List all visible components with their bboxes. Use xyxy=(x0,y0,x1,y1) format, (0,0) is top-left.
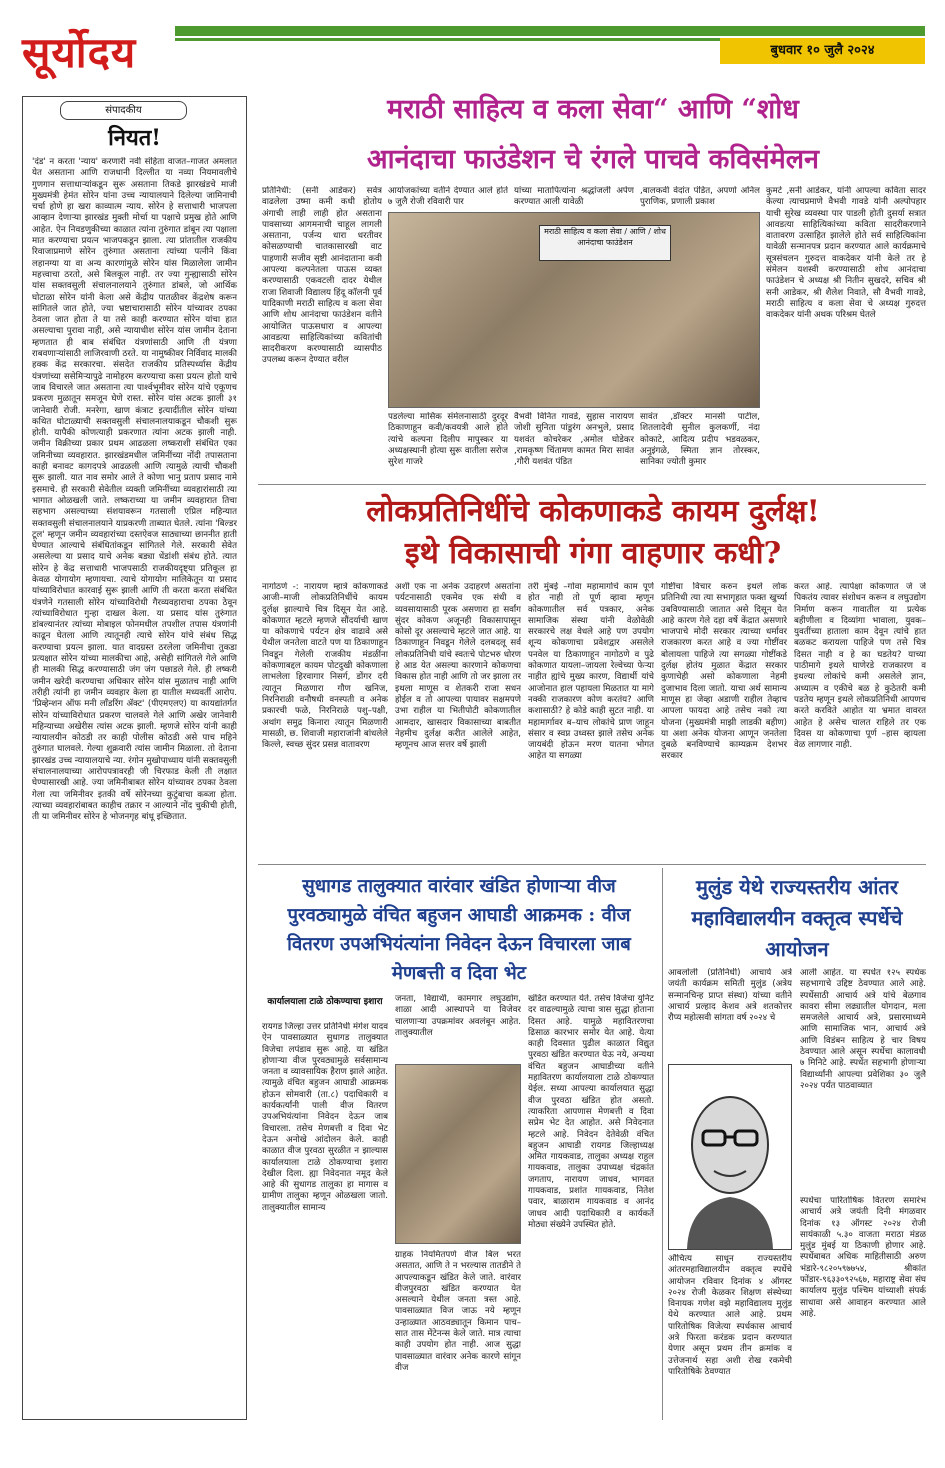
masthead-band xyxy=(175,26,925,36)
story1-col2: आयोजकांच्या वतीने देण्यात आले होते ७ जुलै रोजी रविवारी पार xyxy=(388,186,508,208)
story3-col3: खंडित करण्यात येते. तसेच विजेचा युनिट दर वाढल्यामुळे त्याचा त्रास सुद्धा होताना दिसत आहे. यामुळे महावितरणचा ढिसाळ कारभार समोर येत आहे. येत्या काही दिवसात पुढील काळात विद्युत पुरवठा खंडित करण्यात येऊ नये, अन्यथा वंचित बहुजन आघाडीच्या वतीने महावितरण कार्यालयाला टाळे ठोकण्यात येईल. सध्या आपल्या कार्यालयात सुद्धा वीज पुरवठा खंडित होत असतो. त्याकरिता आपणास मेणबत्ती व दिवा सप्रेम भेट देत आहोत. असे निवेदनात म्हटले आहे. निवेदन देतेवेळी वंचित बहुजन आघाडी रायगड जिल्हाध्यक्ष अमित गायकवाड, तालुका अध्यक्ष राहुल गायकवाड, तालुका उपाध्यक्ष चंद्रकांत जगताप, नारायण जाधव, भागवत गायकवाड, प्रशांत गायकवाड, नितेश पवार, बाळाराम गायकवाड व आनंद जाधव आदी पदाधिकारी व कार्यकर्ते मोठ्या संख्येने उपस्थित होते. xyxy=(528,994,654,1230)
story1-col3: यांच्या मातापित्यांना श्रद्धांजली अर्पण करण्यात आली यावेळी xyxy=(514,186,634,208)
story2-col3: तरी मुंबई –गोवा महामार्गाचे काम पूर्ण होत नाही तो पूर्ण व्हावा म्हणून कोकणातील सर्व पत्रकार, अनेक सामाजिक संस्था यांनी वेळोवेळी सरकारचे लक्ष वेधले आहे पण उपयोग शून्य कोकणाचा प्रवेशद्वार असलेले पनवेल या ठिकाणाहून नागोठणे व पुढे कोकणात यायला–जायला रेल्वेच्या फेऱ्या नाहीत ह्यांचे मुख्य कारण, विद्यार्थी यांचे आजोनात हाल पहायला मिळतात या मागे नक्की राजकारण कोण करतंय? आणि कशासाठी? हे कोडे काही सुटत नाही. या महामार्गावर ब–याच लोकांचे प्राण जाहून संसार व स्वप्न उध्वस्त झाले तसेच अनेक जायबंदी होऊन मरण यातना भोगत आहेत या सगळ्या xyxy=(528,582,654,762)
issue-date: बुधवार १० जुलै २०२४ xyxy=(720,38,925,64)
story2-headline-line2: इथे विकासाची गंगा वाहणार कधी? xyxy=(404,536,782,571)
story1-headline-line2: आनंदाचा फाउंडेशन चे रंगले पाचवे कविसंमेलन xyxy=(366,144,820,175)
story3-headline: सुधागड तालुक्यात वारंवार खंडित होणाऱ्या वीज पुरवठ्यामुळे वंचित बहुजन आघाडी आक्रमक : वीज वितरण उपअभियंत्यांना निवेदन देऊन विचारला जाब मेणबत्ती व दिवा भेट xyxy=(287,876,631,984)
divider xyxy=(258,864,926,865)
story3-col1: रायगड जिल्हा उत्तर प्रतिनिधी मंगेश यादव ऐन पावसाळ्यात सुधागड तालुक्यात विजेचा लपंडाव सुरू आहे. या खंडित होणाऱ्या वीज पुरवठ्यामुळे सर्वसामान्य जनता व व्यावसायिक हैराण झाले आहेत. त्यामुळे वंचित बहुजन आघाडी आक्रमक होऊन सोमवारी (ता.८) पदाधिकारी व कार्यकर्त्यांनी पाली वीज वितरण उपअभियंत्यांना निवेदन देऊन जाब विचारला. तसेच मेणबत्ती व दिवा भेट देऊन अनोखे आंदोलन केले. काही काळात वीज पुरवठा सुरळीत न झाल्यास कार्यालयाला टाळे ठोकण्याचा इशारा देखील दिला. ह्या निवेदनात नमूद केले आहे की सुधागड तालुका हा मागास व ग्रामीण तालुका म्हणून ओळखला जातो. तालुक्यातील सामान्य xyxy=(262,1022,388,1213)
story4-col2: आली आहेत. या स्पर्धेत १२५ स्पर्धक सहभागाचे उद्दिष्ट ठेवण्यात आले आहे. स्पर्धेसाठी आचार्य अत्रे यांचे बेळगाव कावरा सीमा लढ्यातील योगदान, मला समजलेले आचार्य अत्रे, प्रसारमाध्यमे आणि सामाजिक भान, आचार्य अत्रे आणि विडंबन साहित्य हे चार विषय ठेवण्यात आले असून स्पर्धेचा कालावधी ७ मिनिटे आहे. स्पर्धेत सहभागी होणाऱ्या विद्यार्थ्यांनी आपल्या प्रवेशिका ३० जुलै २०२४ पर्यंत पाठवाव्यात xyxy=(800,968,926,1091)
memorandum-handover-photo xyxy=(395,1064,521,1244)
editorial-title: नियत! xyxy=(108,125,161,151)
newspaper-logo: सूर्योदय xyxy=(22,28,137,77)
story1-col2b: पडलेल्या मासिक संमेलनासाठी दुरदूर ठिकाणाहून कवी/कवयत्री आले होते त्यांचे कल्पना दिलीप मापुस्कर या अध्यक्षस्थानी होत्या सुरू वातीला सरोज सुरेश गाजरे xyxy=(388,412,508,468)
editorial-body: 'दंड' न करता 'न्याय' करणारी नवी संहिता वाजत–गाजत अमलात येत असताना आणि राजधानी दिल्लीत या नव्या नियमावलीचे गुणगान सत्ताधाऱ्यांकडून सुरू असताना तिकडे झारखंडचे माजी मुख्यमंत्री हेमंत सोरेन यांना उच्च न्यायालयाने दिलेल्या जामिनाची चर्चा होणे हा खरा काव्यात्म न्याय. सोरेन हे सत्ताधारी भाजपला आव्हान देणाऱ्या झारखंड मुक्ती मोर्चा या पक्षाचे प्रमुख होते आणि आहेत. ऐन निवडणुकीच्या काळात त्यांना तुरुंगात डांबून त्या पक्षाला मात करण्याचा प्रयत्न भाजपकडून झाला. त्या प्रांतातील राजकीय रिवाजाप्रमाणे सोरेन तुरुंगात असताना त्यांच्या पत्नीने किंवा लहानग्या या वा अन्य कारणांमुळे सोरेन यांस मिळालेला जामीन महत्त्वाचा ठरतो, असे बिलकूल नाही. तर ज्या गुन्ह्यासाठी सोरेन यांस सक्तवसुली संचालनालयाने तुरुंगात डांबले, जो आर्थिक घोटाळा सोरेन यांनी केला असे केंद्रीय पातळीवर केंद्रशेष करून सांगितले जात होते, ज्या भ्रष्टाचारासाठी सोरेन यांच्यावर ठपका ठेवला जात होता ते या तसे काही करण्यात सोरेन यांचा हात असल्याचा पुरावा नाही, असे न्यायाधीश सोरेन यांस जामीन देताना म्हणतात ही बाब संबंधित यंत्रणांसाठी आणि ती यंत्रणा राबवणाऱ्यांसाठी लाजिरवाणी ठरते. या नामुष्कीवर निर्विवाद मालकी हक्क केंद्र सरकारचा. संसदेत राजकीय प्रतिस्पर्ध्यास केंद्रीय यंत्रणांच्या ससेमिऱ्यापुढे नामोहरम करण्याचा कसा प्रयत्न होतो याचे जाब विचारले जात असताना त्या पार्श्वभूमीवर सोरेन यांचे एकूणच प्रकरण मुळातून समजून घेणे रास्त. सोरेन यांस अटक झाली ३१ जानेवारी रोजी. मनरेगा, खाण कंत्राट इत्यादींतील सोरेन यांच्या कथित घोटाळ्याची सक्तवसुली संचालनालयाकडून चौकशी सुरू होती. यापैकी कोणत्याही प्रकरणात त्यांना अटक झाली नाही. जमीन विक्रीच्या प्रकार प्रथम आढळला लष्कराशी संबंधित एका जमिनीच्या व्यवहारात. झारखंडमधील जमिनींच्या नोंदी तपासताना काही बनावट कागदपत्रे आढळली आणि त्यामुळे त्याची चौकशी सुरू झाली. यात नाव समोर आले ते कोणा भानु प्रताप प्रसाद नामे इसमाचे. ही सरकारी सेवेतील व्यक्ती जमिनींच्या व्यवहारांसाठी त्या भागात ओळखली जाते. लष्कराच्या या जमीन व्यवहारात तिचा सहभाग असल्याच्या संशयावरून गतसाली एप्रिल महिन्यात सक्तवसुली संचालनालयाने याप्रकरणी ताब्यात घेतले. त्यांना 'बिल्डर टूल' म्हणून जमीन व्यवहारांच्या दस्तऐवज साठ्याच्या छाननीत हाती घेण्यात आल्याचे संबंधितांकडून सांगितले गेले. सरकारी सेवेत असलेल्या या प्रसाद याचे अनेक बड्या धेंडांशी संबंध होते. त्यात सोरेन हे केंद्र सत्ताधारी भाजपसाठी राजकीयदृष्ट्या प्रतिकूल हा केवळ योगायोग म्हणायचा. त्याचे योगायोग मालिकेतून या प्रसाद यांच्याविरोधात कारवाई सुरू झाली आणि ती करता करता संबंधित यंत्रणेने गतसाली सोरेन यांच्याविरोधी गैरव्यवहाराचा ठपका ठेवून त्यांच्याविरोधात गुन्हा दाखल केला. या प्रसाद यांस तुरुंगात डांबल्यानंतर त्यांच्या मोबाइल फोनमधील तपशील तपास यंत्रणांनी काढून घेतला आणि त्यातूनही त्याचे सोरेन यांचे संबंध सिद्ध करण्याचा प्रयत्न झाला. यात वादग्रस्त ठरलेला जमिनीचा तुकडा प्रत्यक्षात सोरेन यांच्या मालकीचा आहे, असेही सांगितले गेले आणि ही मालकी सिद्ध करण्यासाठी जंग जंग पछाडले गेले. ही लष्करी जमीन खरेदी करण्याचा अधिकार सोरेन यांस मुळातच नाही आणि तरीही त्यांनी हा जमीन व्यवहार केला हा यातील मध्यवर्ती आरोप. 'प्रिव्हेन्शन ऑफ मनी लाँडरिंग ॲक्ट' (पीएमएलए) या कायद्यांतर्गत सोरेन यांच्याविरोधात प्रकरण चालवले गेले आणि अखेर जानेवारी महिन्याच्या अखेरीस त्यांस अटक झाली. म्हणजे सोरेन यांनी काही न्यायालयीन कोठडी तर काही पोलीस कोठडी असे पाच महिने तुरुंगात घालवले. गेल्या शुक्रवारी त्यांस जामीन मिळाला. तो देताना झारखंड उच्च न्यायालयाचे न्या. रंगोन मुखोपाध्याय यांनी सक्तवसुली संचालनालयाच्या आरोपपत्रावरही जी चिरफाड केली ती लक्षात घेण्यासारखी आहे. ज्या जमिनीबाबत सोरेन यांच्यावर ठपका ठेवला गेला त्या जमिनीवर इतकी वर्षे सोरेनच्या कुटुंबाचा कब्जा होता. त्याच्या व्यवहारांबाबत काहीच तक्रार न आल्याने नोंद चुकीची होती, ती या जमिनीवर सोरेन हे भोजनगृह बांधू इच्छितात. xyxy=(32,157,237,823)
editorial-tag: संपादकीय xyxy=(60,101,187,120)
story4-col2b: स्पर्धेचा पारितोषिक वितरण समारंभ आचार्य अत्रे जयंती दिनी मंगळवार दिनांक १३ ऑगस्ट २०२४ रोजी सायंकाळी ५.३० वाजता मराठा मंडळ मुलुंड मुंबई या ठिकाणी होणार आहे. स्पर्धेबाबत अधिक माहितीसाठी अरुण भंडारे-९८२०५९७७५४, श्रीकांत फोंडार-९६३३०९२५६७, महाराष्ट्र सेवा संघ कार्यालय मुलुंड पश्चिम यांच्याशी संपर्क साधावा असे आवाहन करण्यात आले आहे. xyxy=(800,1196,926,1319)
story1-col4: ,बालकवी वेदांत पंडित, अपर्णा अनिल पुराणिक, प्रणाली प्रकाश xyxy=(640,186,760,208)
story4-col1b: औचित्य साधून राज्यस्तरीय आंतरमहाविद्यालयीन वक्तृत्व स्पर्धेचे आयोजन रविवार दिनांक ४ ऑगस्ट २०२४ रोजी केळकर शिक्षण संस्थेच्या विनायक गणेश वझे महाविद्यालय मुलुंड येथे करण्यात आले आहे. प्रथम पारितोषिक विजेत्या स्पर्धकास आचार्य अत्रे फिरता करंडक प्रदान करण्यात येणार असून प्रथम तीन क्रमांक व उत्तेजनार्थ सहा अशी रोख रकमेची पारितोषिके ठेवण्यात xyxy=(668,1254,792,1377)
story3-col2b: ग्राहक नियमितपणे वीज बिल भरत असतात, आणि ते न भरल्यास तातडीने ते आपल्याकडून खंडित केले जाते. वारंवार वीजपुरवठा खंडित करण्यात येत असल्याने येथील जनता त्रस्त आहे. पावसाळ्यात विज जाऊ नये म्हणून उन्हाळ्यात आठवड्यातून किमान पाच–सात तास मेंटेनन्स केले जाते. मात्र त्याचा काही उपयोग होत नाही. आज सुद्धा पावसाळ्यात वारंवार अनेक कारणे सांगून वीज xyxy=(395,1250,521,1373)
story1-headline-line1: मराठी साहित्य व कला सेवा“ आणि “शोध xyxy=(387,94,799,125)
acharya-atre-portrait xyxy=(668,1064,792,1250)
story3-subhead: कार्यालयाला टाळे ठोकण्याचा इशारा xyxy=(267,997,383,1007)
story2-col2: अशी एक ना अनेक उदाहरणे असतांना पर्यटनासाठी एकमेव एक संधी व व्यवसायासाठी पूरक असणारा हा सर्वांग सुंदर कोकण अजूनही विकासापासून कोसो दूर असल्याचे म्हटले जात आहे. या ठिकाणाहून निवडून गेलेले दलबदलू सर्व लोकप्रतिनिधी यांचे स्वतःचे पोटभरु धोरण हे आड येत असल्या कारणाने कोकणचा विकास होत नाही आणि तो जर झाला तर इथला माणूस व शेतकरी राजा सधन होईल व तो आपल्या पायावर सक्षमपणे उभा राहील या भितीपोटी कोकणातील आमदार, खासदार विकासाच्या बाबतीत नेहमीच दुर्लक्ष करीत आलेले आहेत, म्हणूनच आज सत्तर वर्षे झाली xyxy=(395,582,521,751)
story2-col5: करत आहे. त्यापेक्षा कोकणात जे जे पिकतंय त्यावर संशोधन करून व लघुउद्योग निर्माण करून गावातील या प्रत्येक बहीणीला व दिव्यांगा भावाला, युवक–युवतींच्या हाताला काम देवून त्यांचे हात बळकट करायला पाहिजे पण तसे चित्र दिसत नाही व हे का घडतेय? याच्या पाठीमागे इथले घाणेरडे राजकारण व इथल्या लोकांचे कमी असलेले ज्ञान, अध्यात्म व एकीचे बळ हे कुठेतरी कमी पडतेय म्हणून इथले लोकप्रतिनिधी आपणच करते करविते आहोत या भ्रमात वावरत आहेत हे असेच चालत राहिले तर एक दिवस या कोकणाचा पूर्ण –हास व्हायला वेळ लागणार नाही. xyxy=(794,582,926,751)
story1-col3b: वैभवी विनित गावडे, सुहास नारायण जोशी सुनिता पांडुरंग अनभुले, प्रसाद यशवंत कोचरेकर ,अमोल घोडेकर ,रामकृष्ण चिंतामण कामत मिरा सावंत ,गौरी यशवंत पंडित xyxy=(514,412,634,468)
story2-col1: नागोठणे -: नारायण म्हात्रे कोकणाकडे आजी–माजी लोकप्रतिनिधींचे कायम दुर्लक्ष झाल्याचे चित्र दिसून येत आहे. कोकणात म्हटले म्हणजे सौंदर्याची खाण या कोकणाचे पर्यटन क्षेत्र वाढावे असे येथील जनतेला वाटते पण या ठिकाणाहून निवडून गेलेली राजकीय मंडळींना कोकणाबद्दल कायम पोटदुखी कोकणाला लाभलेला हिरवागार निसर्ग, डोंगर दरी त्यातून मिळणारा गौण खनिज, निरनिराळी वनौषधी वनस्पती व अनेक प्रकारची फळे, निरनिराळे पशु–पक्षी, अथांग समुद्र किनारा त्यातून मिळणारी मासळी, छ. शिवाजी महाराजांनी बांधलेले किल्ले, स्वच्छ सुंदर प्रसन्न वातावरण xyxy=(262,582,388,751)
story4-col1: आबलोली (प्रतिनिधी) आचार्य अत्रे जयंती कार्यक्रम समिती मुलुंड (अत्रेय सन्मानचिन्ह प्राप्त संस्था) यांच्या वतीने आचार्य प्रल्हाद केशव अत्रे शतकोत्तर रौप्य महोत्सवी सांगता वर्ष २०२४ चे xyxy=(668,968,792,1024)
story1-col4b: सावंत ,डॉक्टर मानसी पाटील, शितलादेवी सुनील कुलकर्णी, नंदा कोकाटे, आदित्य प्रदीप भडवळकर, अनुइंगळे, स्मिता ज्ञान तोरस्कर, सानिका ज्योती कुमार xyxy=(640,412,760,468)
portrait-illustration xyxy=(669,1065,791,1249)
photo-banner: मराठी साहित्य व कला सेवा / आणि / शोध आनंदाचा फाउंडेशन xyxy=(539,225,671,261)
story3-col2: जनता, विद्यार्थी, कामगार लघुउद्योग, शाळा आदी आस्थापने या विजेवर चालणाऱ्या उपक्रमांवर अवलंबून आहेत. तालुक्यातील xyxy=(395,994,521,1038)
column-divider xyxy=(662,868,663,1420)
poetry-meet-group-photo xyxy=(388,212,760,408)
divider xyxy=(258,484,926,485)
story4-headline: मुलुंड येथे राज्यस्तरीय आंतर महाविद्यालयीन वक्तृत्व स्पर्धेचे आयोजन xyxy=(691,875,903,961)
story2-col4: गोष्टींचा विचार करुन इथले लोक प्रतिनिधी त्या त्या सभागृहात फक्त खुर्च्या उबविण्यासाठी जातात असे दिसून येत आहे कारण गेले दहा वर्षे केंद्रात असणारे भाजपाचे मोदी सरकार त्याच्या धर्मावर राजकारण करत आहे व ज्या गोष्टींवर बोलायला पाहिजे त्या सगळ्या गोष्टींकडे दुर्लक्ष होतंय मुळात केंद्रात सरकार कुणाचेही असो कोकणाला नेहमी दुजाभाव दिला जातो. याचा अर्थ सामान्य माणूस हा जेव्हा अडाणी राहील तेव्हाच आपला फायदा आहे तसेच नको त्या योजना (मुख्यमंत्री माझी लाडकी बहीण) या अशा अनेक योजना आणून जनतेला दुबळे बनविण्याचे काम्यक्रम देशभर सरकार xyxy=(661,582,787,762)
story1-col1: प्रतिनिधी: (सनी आडेकर) सर्वत्र वाढलेला उष्मा कमी कधी होतोय अंगाची लाही लाही होत असताना पावसाच्या आगमनाची चाहूल लागली असताना, पर्जन्य धारा धरतीवर कोसळण्याची चातकासारखी वाट पाहणारी सजीव सृष्टी आनंदाताना कवी आपल्या कल्पनेतला पाऊस व्यक्त करण्यासाठी एकवटली दादर येथील राजा शिवाजी विद्यालय हिंदू कॉलनी पूर्व यादिकाणी मराठी साहित्य व कला सेवा आणि शोध आनंदाचा फाउंडेशन वतीने आयोजित पाऊसधारा व आपल्या आवडत्या साहित्यिकांच्या कवितांची सादरीकरण करण्यासाठी व्यासपीठ उपलब्ध करून देण्यात वरील xyxy=(262,186,382,366)
story1-col5: कुमटे ,सनी आडेकर, यांनी आपल्या कविता सादर केल्या त्याचप्रमाणे वैभवी गावडे यांनी अल्पोपहार याची सुरेख व्यवस्था पार पाडली होती दुसर्या सत्रात आवडत्या साहित्यिकांच्या कविता सादरीकरणाने वातावरण उत्साहित झालेले होते सर्व साहित्यिकांना यावेळी सन्मानपत्र प्रदान करण्यात आले कार्यक्रमाचे सूत्रसंचलन गुरुदत्त वाकदेकर यांनी केले तर हे संमेलन यशस्वी करण्यासाठी शोध आनंदाचा फाउंडेशन चे अध्यक्ष श्री नितीन सुखदरे, सचिव श्री सनी आडेकर, श्री शैलेश निवाते, सौ वैभवी गावडे, मराठी साहित्य व कला सेवा चे अध्यक्ष गुरुदत्त वाकदेकर यांनी अथक परिश्रम घेतले xyxy=(766,186,926,321)
story2-headline-line1: लोकप्रतिनिधींचे कोकणाकडे कायम दुर्लक्ष! xyxy=(366,494,820,529)
